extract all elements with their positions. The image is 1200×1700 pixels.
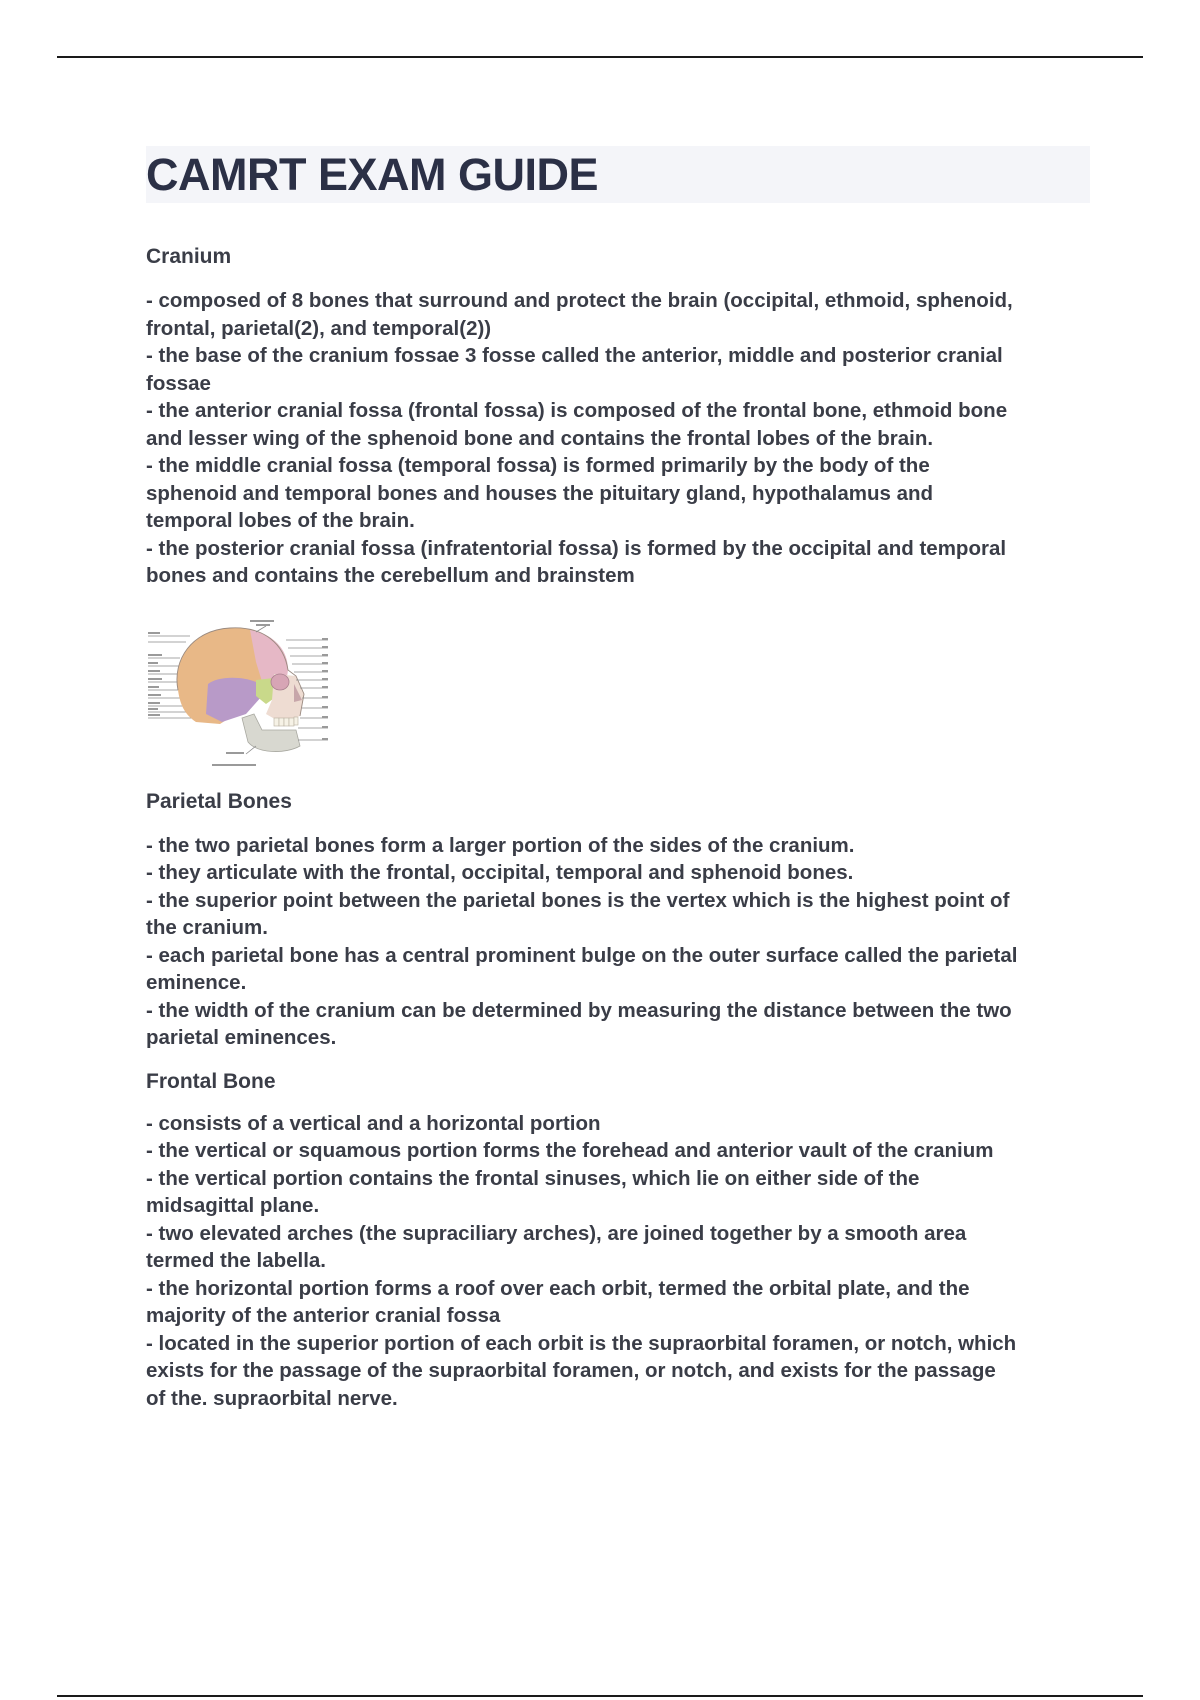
cranium-line: fossae bbox=[146, 371, 211, 395]
parietal-line: - each parietal bone has a central prominent bulge on the outer surface called the parietal bbox=[146, 943, 1018, 967]
parietal-line: parietal eminences. bbox=[146, 1026, 337, 1049]
header-rule bbox=[57, 56, 1143, 58]
cranium-line: and lesser wing of the sphenoid bone and contains the frontal lobes of the brain. bbox=[146, 426, 934, 450]
frontal-line: - consists of a vertical and a horizontal portion bbox=[146, 1111, 601, 1135]
cranium-line: frontal, parietal(2), and temporal(2)) bbox=[146, 316, 492, 340]
parietal-line: - they articulate with the frontal, occipital, temporal and sphenoid bones. bbox=[146, 861, 854, 884]
frontal-line: midsagittal plane. bbox=[146, 1194, 320, 1217]
section-heading-parietal-bones: Parietal Bones bbox=[146, 789, 292, 813]
section-heading-frontal-bone: Frontal Bone bbox=[146, 1069, 276, 1093]
cranium-line: - the middle cranial fossa (temporal fossa) is formed primarily by the body of the bbox=[146, 454, 930, 477]
section-heading-cranium: Cranium bbox=[146, 245, 232, 268]
skull-figure bbox=[146, 618, 330, 770]
skull-lateral-diagram-icon bbox=[146, 618, 330, 770]
frontal-line: exists for the passage of the supraorbital foramen, or notch, and exists for the passage bbox=[146, 1359, 996, 1382]
parietal-line: - the width of the cranium can be determined by measuring the distance between the two bbox=[146, 998, 1012, 1022]
parietal-line: the cranium. bbox=[146, 916, 268, 939]
title-band bbox=[146, 146, 1090, 203]
cranium-line: - composed of 8 bones that surround and protect the brain (occipital, ethmoid, sphenoid, bbox=[146, 289, 1013, 312]
section-body-cranium bbox=[146, 287, 1090, 590]
footer-rule bbox=[57, 1695, 1143, 1697]
document-title: CAMRT EXAM GUIDE bbox=[146, 149, 598, 200]
page-content bbox=[146, 146, 1090, 1412]
cranium-line: bones and contains the cerebellum and brainstem bbox=[146, 564, 635, 587]
parietal-line: - the two parietal bones form a larger portion of the sides of the cranium. bbox=[146, 833, 855, 857]
cranium-line: sphenoid and temporal bones and houses the pituitary gland, hypothalamus and bbox=[146, 481, 934, 505]
cranium-line: - the base of the cranium fossae 3 fosse called the anterior, middle and posterior cranial bbox=[146, 344, 1003, 367]
frontal-line: termed the labella. bbox=[146, 1249, 327, 1272]
frontal-line: majority of the anterior cranial fossa bbox=[146, 1304, 501, 1327]
frontal-line: - the vertical portion contains the frontal sinuses, which lie on either side of the bbox=[146, 1166, 920, 1190]
section-body-frontal-bone bbox=[146, 1110, 1090, 1413]
frontal-line: - the horizontal portion forms a roof over each orbit, termed the orbital plate, and the bbox=[146, 1276, 970, 1300]
section-body-parietal-bones bbox=[146, 832, 1090, 1052]
cranium-line: temporal lobes of the brain. bbox=[146, 509, 415, 532]
parietal-line: eminence. bbox=[146, 971, 247, 994]
frontal-line: - the vertical or squamous portion forms the forehead and anterior vault of the cranium bbox=[146, 1139, 994, 1162]
frontal-line: - two elevated arches (the supraciliary arches), are joined together by a smooth area bbox=[146, 1221, 967, 1245]
cranium-line: - the anterior cranial fossa (frontal fossa) is composed of the frontal bone, ethmoid bone bbox=[146, 399, 1008, 422]
frontal-line: of the. supraorbital nerve. bbox=[146, 1386, 398, 1410]
parietal-line: - the superior point between the parietal bones is the vertex which is the highest point of bbox=[146, 888, 1010, 912]
frontal-line: - located in the superior portion of each orbit is the supraorbital foramen, or notch, which bbox=[146, 1331, 1017, 1355]
cranium-line: - the posterior cranial fossa (infratentorial fossa) is formed by the occipital and temporal bbox=[146, 536, 1007, 560]
